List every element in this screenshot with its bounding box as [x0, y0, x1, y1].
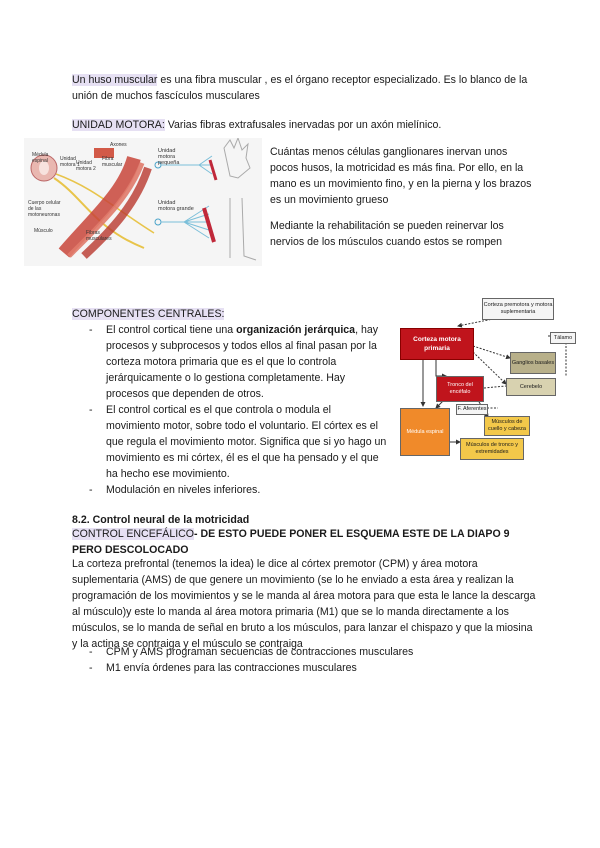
fig-label-axones: Axones — [110, 142, 127, 148]
fig-label-large-unit: Unidad motora grande — [158, 200, 194, 212]
fig-label-um2: Unidad motora 2 — [76, 160, 96, 172]
section-subheading — [72, 526, 536, 558]
subhead-bold: - DE ESTO PUEDE PONER EL ESQUEMA ESTE DE LA DIAPO 9 PERO DESCOLOCADO — [72, 528, 510, 556]
box-fibras: F. Aferentes — [456, 404, 488, 415]
fig-label-cuerpo: Cuerpo celular de las motoneuronas — [28, 200, 61, 218]
fig-label-fibras: Fibras musculares — [86, 230, 112, 242]
unidad-paragraph — [72, 117, 532, 133]
componentes-heading-text: COMPONENTES CENTRALES: — [72, 308, 225, 320]
huso-term: Un huso muscular — [72, 74, 158, 86]
componentes-heading — [72, 306, 224, 322]
b1-pre: El control cortical tiene una — [106, 324, 237, 336]
box-musc-tronco: Músculos de tronco y extremidades — [460, 438, 524, 460]
box-musc-cuello: Músculos de cuello y cabeza — [484, 416, 530, 436]
box-tronco: Tronco del encéfalo — [436, 376, 484, 402]
box-primaria: Corteza motora primaria — [400, 328, 474, 360]
huso-text: es una fibra muscular , es el órgano receptor especializado. Es lo blanco de la unión de muchos fascículos musculares — [72, 74, 528, 102]
section-list — [72, 644, 536, 676]
list-item: - Modulación en niveles inferiores. — [72, 482, 388, 498]
unidad-term: UNIDAD MOTORA: — [72, 119, 165, 131]
rehab-paragraph: Mediante la rehabilitación se pueden reinervar los nervios de los músculos cuando estos se rompen — [270, 220, 504, 248]
box-ganglios: Ganglios basales — [510, 352, 556, 374]
fig-label-small-unit: Unidad motora pequeña — [158, 148, 180, 166]
list-item — [72, 322, 388, 402]
section-title: 8.2. Control neural de la motricidad — [72, 514, 250, 526]
huso-paragraph — [72, 72, 532, 104]
motor-unit-figure — [24, 138, 262, 266]
fig-label-fibra: Fibra muscular — [102, 156, 123, 168]
box-talamo: Tálamo — [550, 332, 576, 344]
list-item: - El control cortical es el que controla o modula el movimiento motor, sobre todo el voluntario. El córtex es el que regula el movimiento motor. Significa que si yo hago un movimiento es mi córtex, él es el que ha pensado y el que ha hecho ese movimiento. — [72, 402, 388, 482]
list-item: - M1 envía órdenes para las contracciones musculares — [72, 660, 536, 676]
subhead-term: CONTROL ENCEFÁLICO — [72, 528, 195, 540]
box-premotora: Corteza premotora y motora suplementaria — [482, 298, 554, 320]
motor-hierarchy-diagram — [398, 296, 578, 474]
box-medula: Médula espinal — [400, 408, 450, 456]
box-cerebelo: Cerebelo — [506, 378, 556, 396]
list-item: - CPM y AMS programan secuencias de contracciones musculares — [72, 644, 536, 660]
b1-post: , hay procesos y subprocesos y todos ellos al final pasan por la corteza motora primaria que es el que lo controla jerárquicamente o lo gestiona completamente. Hay procesos que dependen de otros. — [106, 324, 379, 400]
fig-label-medula: Médula espinal — [32, 152, 49, 164]
section-body: La corteza prefrontal (tenemos la idea) le dice al córtex premotor (CPM) y área motora suplementaria (AMS) de que genere un movimiento (se lo he enviado a esta área y realizan la programación de los movimientos y se le manda al área motora para que esta le lance la descarga al músculo)y este lo manda al área motora primaria (M1) que se lo manda directamente a los músculos, se lo manda de señal en bruto a los músculos, para lanzar el chispazo y que la miosina y la actina se contraiga y el músculo se contraiga — [72, 558, 536, 650]
componentes-list — [72, 322, 388, 498]
fig-label-um1: Unidad motora 1 — [60, 156, 80, 168]
b1-bold: organización jerárquica — [236, 324, 356, 336]
fig-label-musculo: Músculo — [34, 228, 53, 234]
unidad-text: Varias fibras extrafusales inervadas por un axón mielínico. — [164, 119, 442, 131]
fine-motor-paragraph: Cuántas menos células ganglionares inervan unos pocos husos, la motricidad es más fina. Por ello, en la mano es un movimiento fino, y en la pierna y los brazos es un movimiento grueso — [270, 146, 532, 206]
